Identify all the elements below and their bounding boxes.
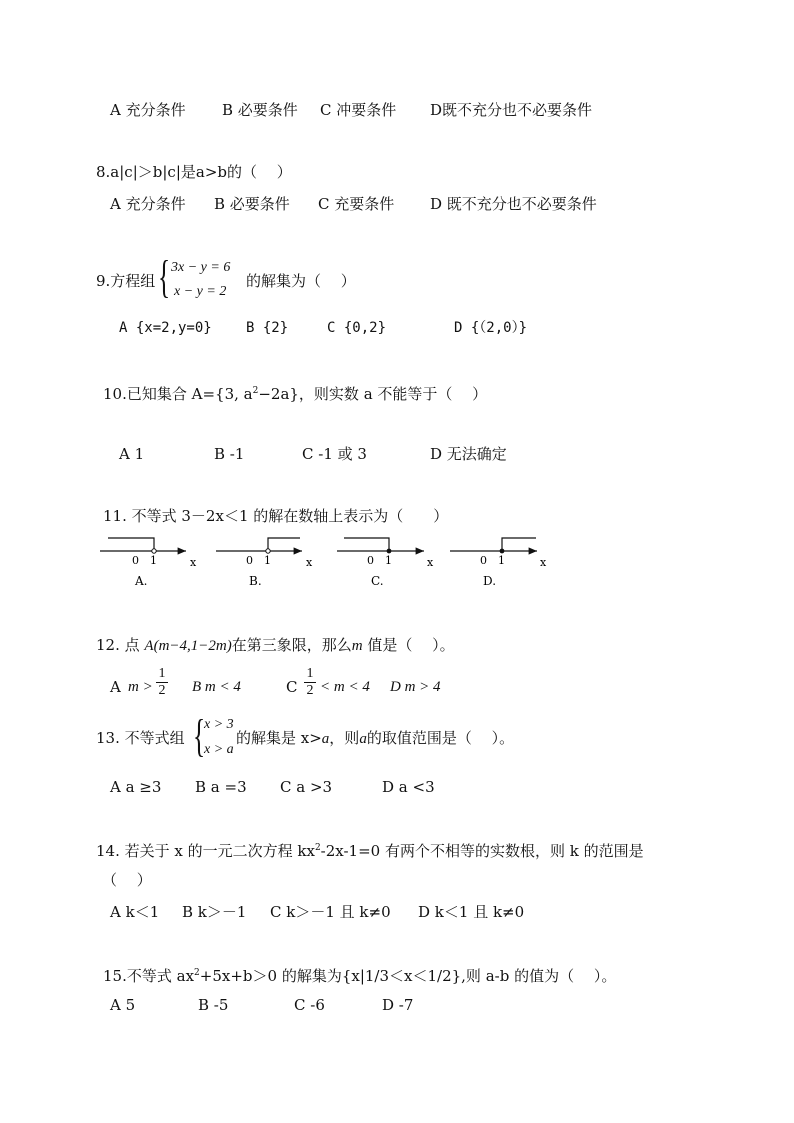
q14-option-d: D k＜1 且 k≠0 — [418, 903, 525, 921]
q11-option-a-graph — [100, 538, 197, 588]
q15-stem-post: +5x+b＞0 的解集为{x|1/3＜x＜1/2},则 a-b 的值为（ ）。 — [199, 967, 617, 985]
q13-var-2: a — [359, 731, 367, 747]
option-c-label: C. — [371, 574, 384, 588]
q11-option-b-graph — [216, 538, 313, 588]
q8-option-d: D 既不充分也不必要条件 — [430, 195, 597, 213]
tick-label-1: 1 — [264, 554, 271, 567]
q13-stem-rest — [236, 728, 514, 749]
q10-option-c: C -1 或 3 — [302, 445, 367, 463]
q12-option-b: B m < 4 — [192, 679, 241, 695]
q7-option-b: B 必要条件 — [222, 101, 298, 119]
q15-option-c: C -6 — [294, 996, 325, 1014]
q8-option-c: C 充要条件 — [318, 195, 395, 213]
q13-brace: { — [193, 710, 206, 761]
q9-option-d: D {（2,0）} — [454, 320, 528, 336]
axis-var-label: x — [427, 556, 434, 569]
q15-option-a: A 5 — [110, 996, 136, 1014]
q14-stem-line2: （ ） — [102, 871, 152, 889]
q7-option-d: D既不充分也不必要条件 — [430, 101, 593, 119]
tick-label-1: 1 — [498, 554, 505, 567]
q9-eq2: x − y = 2 — [174, 284, 227, 299]
q12-option-a-label: A — [110, 678, 121, 696]
solid-point — [387, 549, 392, 554]
q12-option-c-expr: < m < 4 — [320, 679, 370, 695]
q12-option-d: D m > 4 — [390, 679, 441, 695]
tick-label-1: 1 — [385, 554, 392, 567]
q12-option-c-fraction — [304, 666, 316, 699]
fraction-denominator: 2 — [304, 682, 316, 699]
tick-label-0: 0 — [246, 554, 253, 567]
q9-suffix: 的解集为（ ） — [246, 272, 356, 290]
option-a-label: A. — [135, 574, 148, 588]
q10-stem — [103, 381, 487, 404]
axis-var-label: x — [540, 556, 547, 569]
q13-var: a — [321, 731, 330, 747]
q15-option-b: B -5 — [198, 996, 229, 1014]
solution-bracket — [344, 538, 389, 551]
q8-stem: 8.a|c|＞b|c|是a>b的（ ） — [96, 163, 292, 181]
fraction-denominator: 2 — [156, 682, 168, 699]
q9-option-a: A {x=2,y=0} — [119, 320, 212, 336]
solid-point — [500, 549, 505, 554]
solution-bracket — [268, 538, 300, 551]
q15-stem-pre: 15.不等式 ax — [103, 967, 195, 985]
q13-option-a: A a ≥3 — [110, 778, 162, 796]
q12-stem — [96, 635, 455, 656]
q10-stem-post: −2a}，则实数 a 不能等于（ ） — [258, 385, 488, 403]
q14-option-b: B k＞－1 — [182, 903, 247, 921]
q10-option-a: A 1 — [119, 445, 145, 463]
q9-prefix: 9.方程组 — [96, 272, 156, 290]
q10-stem-sup: 2 — [252, 386, 259, 396]
q13-eq2: x > a — [204, 742, 234, 757]
q9-eq1: 3x − y = 6 — [171, 260, 231, 275]
q12-prefix: 12. 点 — [96, 636, 140, 654]
q10-option-d: D 无法确定 — [430, 445, 507, 463]
q11-option-c-graph — [337, 538, 434, 588]
q14-stem-sup: 2 — [314, 843, 321, 853]
q14-option-c: C k＞－1 且 k≠0 — [270, 903, 391, 921]
q13-middle2: ，则 — [329, 729, 360, 747]
tick-label-0: 0 — [132, 554, 139, 567]
q12-option-a-fraction — [156, 666, 168, 699]
q12-point: A(m−4,1−2m) — [144, 638, 232, 654]
q9-option-b: B {2} — [246, 320, 289, 336]
option-d-label: D. — [483, 574, 497, 588]
q15-stem-sup: 2 — [194, 968, 200, 978]
tick-label-0: 0 — [480, 554, 487, 567]
q14-option-a: A k＜1 — [110, 903, 160, 921]
fraction-numerator: 1 — [158, 666, 166, 681]
q13-prefix: 13. 不等式组 — [96, 729, 185, 747]
axis-var-label: x — [190, 556, 197, 569]
fraction-numerator: 1 — [306, 666, 314, 681]
tick-label-0: 0 — [367, 554, 374, 567]
q12-option-a-expr: m > — [128, 679, 153, 695]
q15-stem — [103, 963, 616, 986]
q13-option-c: C a >3 — [280, 778, 333, 796]
q13-suffix: 的取值范围是（ ）。 — [366, 729, 515, 747]
q13-middle: 的解集是 x> — [236, 729, 322, 747]
q13-option-d: D a <3 — [382, 778, 435, 796]
hollow-point — [152, 549, 156, 553]
q10-stem-pre: 10.已知集合 A={3, a — [103, 385, 253, 403]
q10-option-b: B -1 — [214, 445, 245, 463]
option-b-label: B. — [249, 574, 262, 588]
tick-label-1: 1 — [150, 554, 157, 567]
q14-stem-pre: 14. 若关于 x 的一元二次方程 kx — [96, 842, 315, 860]
solution-bracket — [502, 538, 536, 551]
q11-option-d-graph — [450, 538, 547, 588]
q12-option-c-label: C — [286, 678, 298, 696]
q15-option-d: D -7 — [382, 996, 414, 1014]
q14-stem-post: -2x-1=0 有两个不相等的实数根，则 k 的范围是 — [320, 842, 644, 860]
q13-eq1: x > 3 — [204, 717, 234, 732]
axis-var-label: x — [306, 556, 313, 569]
q13-option-b: B a =3 — [195, 778, 247, 796]
q11-stem: 11. 不等式 3－2x＜1 的解在数轴上表示为（ ） — [103, 507, 449, 525]
q7-option-c: C 冲要条件 — [320, 101, 397, 119]
q7-option-a: A 充分条件 — [110, 101, 186, 119]
q9-brace: { — [158, 251, 171, 302]
hollow-point — [266, 549, 270, 553]
q12-middle: 在第三象限，那么 — [231, 636, 352, 654]
q11-number-lines — [0, 528, 794, 592]
q8-option-b: B 必要条件 — [214, 195, 290, 213]
solution-bracket — [108, 538, 154, 551]
q12-var: m — [351, 638, 363, 654]
q14-stem — [96, 838, 644, 861]
q9-option-c: C {0,2} — [327, 320, 387, 336]
q12-suffix: 值是（ ）。 — [367, 636, 455, 654]
q8-option-a: A 充分条件 — [110, 195, 186, 213]
